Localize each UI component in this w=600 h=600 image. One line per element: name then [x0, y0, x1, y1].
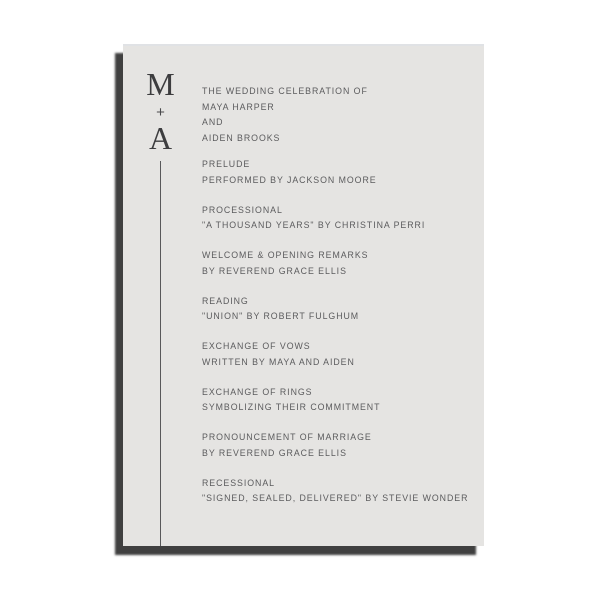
- program-item-title: EXCHANGE OF VOWS: [202, 341, 311, 351]
- program-item-exchange-of-rings: [202, 385, 484, 416]
- program-item-prelude: [202, 157, 484, 188]
- program-item-detail: "UNION" BY ROBERT FULGHUM: [202, 311, 360, 321]
- program-item-reading: [202, 294, 484, 325]
- program-item-title: EXCHANGE OF RINGS: [202, 386, 313, 397]
- program-item-welcome: [202, 248, 484, 279]
- program-content: [198, 46, 484, 546]
- program-item-detail: "SIGNED, SEALED, DELIVERED" BY STEVIE WONDER: [202, 493, 469, 503]
- program-item-title: PROCESSIONAL: [202, 204, 283, 215]
- program-item-detail: "A THOUSAND YEARS" BY CHRISTINA PERRI: [202, 220, 426, 230]
- vertical-divider-line: [160, 161, 162, 546]
- intro-block: [202, 84, 484, 146]
- monogram-letter-m: M: [146, 66, 175, 102]
- program-item-exchange-of-vows: [202, 339, 484, 370]
- program-item-title: READING: [202, 295, 249, 306]
- intro-line-groom-name: AIDEN BROOKS: [202, 132, 281, 143]
- program-item-title: PRELUDE: [202, 159, 251, 169]
- monogram-letter-a: A: [148, 120, 173, 156]
- program-item-title: WELCOME & OPENING REMARKS: [202, 250, 369, 260]
- intro-line-celebration: THE WEDDING CELEBRATION OF: [202, 86, 368, 96]
- program-item-pronouncement: [202, 430, 484, 461]
- program-item-recessional: [202, 476, 484, 507]
- program-item-detail: WRITTEN BY MAYA AND AIDEN: [202, 356, 355, 367]
- intro-line-bride-name: MAYA HARPER: [202, 101, 275, 112]
- wedding-program-card: [123, 44, 484, 546]
- program-item-detail: BY REVEREND GRACE ELLIS: [202, 447, 347, 458]
- intro-line-and: AND: [202, 117, 224, 127]
- program-item-detail: PERFORMED BY JACKSON MOORE: [202, 174, 377, 185]
- program-item-detail: BY REVEREND GRACE ELLIS: [202, 265, 347, 276]
- program-item-title: RECESSIONAL: [202, 477, 276, 488]
- monogram-column: [123, 46, 198, 546]
- program-item-title: PRONOUNCEMENT OF MARRIAGE: [202, 432, 372, 442]
- program-item-detail: SYMBOLIZING THEIR COMMITMENT: [202, 402, 381, 412]
- monogram-plus-sign: +: [156, 104, 165, 121]
- program-item-processional: [202, 203, 484, 234]
